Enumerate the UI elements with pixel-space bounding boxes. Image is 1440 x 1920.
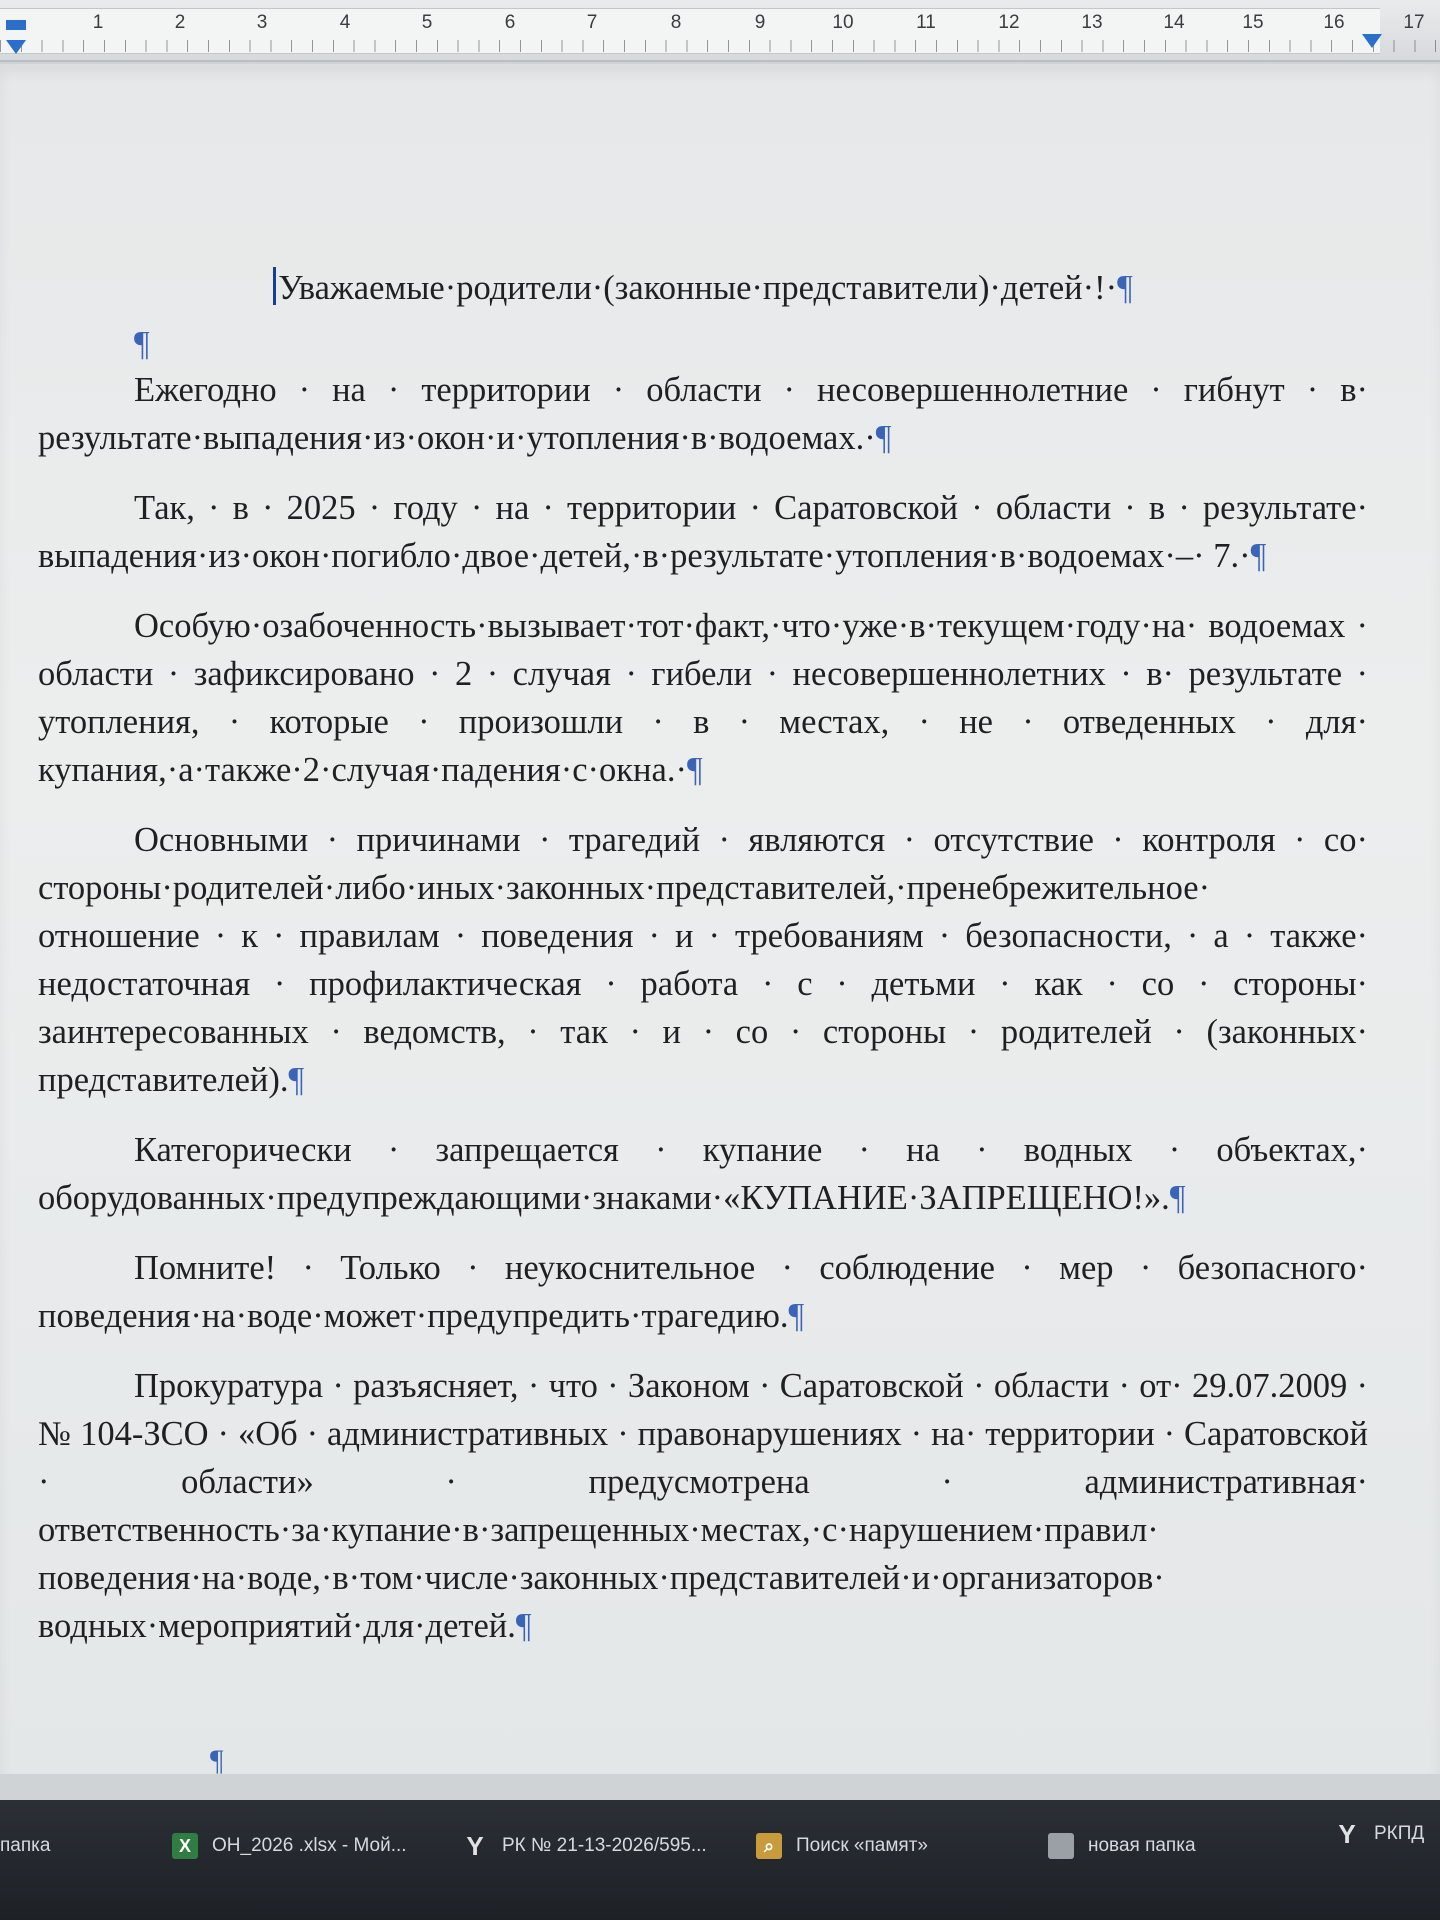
- paragraph-mark: ¶: [1169, 1179, 1186, 1217]
- taskbar-item-label: РКПД: [1374, 1823, 1425, 1844]
- ruler-ticks: [0, 40, 1440, 52]
- paragraph-4[interactable]: [38, 816, 1368, 1104]
- paragraph-mark: ¶: [1117, 269, 1133, 307]
- ruler-number: 11: [916, 12, 936, 33]
- ruler-number: 14: [1163, 12, 1185, 33]
- empty-paragraph[interactable]: [134, 320, 1368, 363]
- paragraph-3[interactable]: [38, 602, 1368, 794]
- ruler-number: 1: [92, 12, 104, 33]
- document-body[interactable]: [38, 264, 1368, 1672]
- taskbar-item-new-folder[interactable]: [1048, 1826, 1196, 1866]
- folder-icon: [1048, 1833, 1074, 1859]
- paragraph-6[interactable]: [38, 1244, 1368, 1340]
- paragraph-5[interactable]: [38, 1126, 1368, 1222]
- paragraph-text: Категорически · запрещается · купание · на · водных · объектах,· оборудованных·предупреждающими·знаками·«КУПАНИЕ·ЗАПРЕЩЕНО!».: [38, 1131, 1368, 1217]
- yandex-browser-icon: Y: [1338, 1818, 1356, 1849]
- taskbar-item-browser-2[interactable]: [1334, 1814, 1424, 1854]
- taskbar-item-folder[interactable]: [0, 1826, 50, 1866]
- horizontal-ruler[interactable]: [0, 0, 1440, 62]
- ruler-number: 5: [421, 12, 433, 33]
- taskbar-item-label: новая папка: [1088, 1835, 1196, 1856]
- paragraph-mark: ¶: [288, 1061, 305, 1099]
- taskbar-item-label: РК № 21-13-2026/595...: [502, 1835, 707, 1856]
- taskbar-item-label: ОН_2026 .xlsx - Мой...: [212, 1835, 407, 1856]
- ruler-number: 8: [670, 12, 682, 33]
- paragraph-text: Прокуратура · разъясняет, · что · Законом · Саратовской · области · от· 29.07.2009 · № 104-ЗСО · «Об · административных · правонарушениях · на· территории · Саратовской · области» · предусмотрена · административная· ответственность·за·купание·в·запрещенных·местах,·с·нарушением·правил· поведения·на·воде,·в·том·числе·законных·представителей·и·организаторов· водных·мероприятий·для·детей.: [38, 1367, 1368, 1645]
- ruler-number: 16: [1323, 12, 1345, 33]
- taskbar-item-browser[interactable]: [462, 1826, 707, 1866]
- taskbar-item-excel[interactable]: [172, 1826, 407, 1866]
- ruler-number: 4: [339, 12, 351, 33]
- paragraph-2[interactable]: [38, 484, 1368, 580]
- ruler-number: 7: [586, 12, 598, 33]
- document-title[interactable]: [38, 264, 1368, 312]
- paragraph-mark: ¶: [1250, 537, 1267, 575]
- trailing-paragraph-mark[interactable]: ¶: [210, 1744, 224, 1777]
- paragraph-mark: ¶: [788, 1297, 805, 1335]
- paragraph-mark: ¶: [515, 1607, 532, 1645]
- yandex-browser-icon: Y: [466, 1830, 484, 1861]
- ruler-number: 10: [832, 12, 854, 33]
- paragraph-text: Основными · причинами · трагедий · являются · отсутствие · контроля · со· стороны·родителей·либо·иных·законных·представителей,·пренебрежительное· отношение · к · правилам · поведения · и · требованиям · безопасности, · а · также· недостаточная · профилактическая · работа · с · детьми · как · со · стороны· заинтересованных · ведомств, · так · и · со · стороны · родителей · (законных· представителей).: [38, 821, 1368, 1099]
- paragraph-mark: ¶: [686, 751, 703, 789]
- ruler-numbers: [0, 8, 1440, 36]
- document-page[interactable]: [0, 64, 1440, 1777]
- taskbar-item-label: Поиск «памят»: [796, 1835, 928, 1856]
- ruler-number: 2: [174, 12, 186, 33]
- ruler-number: 12: [998, 12, 1020, 33]
- paragraph-7[interactable]: [38, 1362, 1368, 1650]
- ruler-number: 17: [1403, 12, 1425, 33]
- excel-icon: X: [172, 1833, 198, 1859]
- paragraph-mark: ¶: [134, 325, 150, 363]
- paragraph-text: Особую·озабоченность·вызывает·тот·факт,·что·уже·в·текущем·году·на· водоемах · области · зафиксировано · 2 · случая · гибели · несовершеннолетних · в· результате · утопления, · которые · произошли · в · местах, · не · отведенных · для· купания,·а·также·2·случая·падения·с·окна.·: [38, 607, 1368, 789]
- paragraph-mark: ¶: [875, 419, 892, 457]
- taskbar-item-label: папка: [0, 1835, 51, 1856]
- taskbar-item-search-folder[interactable]: [756, 1826, 928, 1866]
- title-text: Уважаемые·родители·(законные·представители)·детей·!·: [278, 269, 1118, 307]
- right-indent-marker[interactable]: [1362, 34, 1382, 48]
- left-indent-marker[interactable]: [6, 20, 26, 30]
- paragraph-text: Ежегодно · на · территории · области · несовершеннолетние · гибнут · в· результате·выпадения·из·окон·и·утопления·в·водоемах.·: [38, 371, 1368, 457]
- paragraph-text: Помните! · Только · неукоснительное · соблюдение · мер · безопасного· поведения·на·воде·может·предупредить·трагедию.: [38, 1249, 1368, 1335]
- folder-search-icon: ⌕: [756, 1833, 782, 1859]
- taskbar: [0, 1800, 1440, 1920]
- first-line-indent-marker[interactable]: [6, 40, 26, 54]
- paragraph-1[interactable]: [38, 366, 1368, 462]
- text-cursor: [273, 267, 276, 305]
- paragraph-text: Так, · в · 2025 · году · на · территории · Саратовской · области · в · результате· выпадения·из·окон·погибло·двое·детей,·в·результате·утопления·в·водоемах·–· 7.·: [38, 489, 1368, 575]
- ruler-number: 9: [754, 12, 766, 33]
- ruler-number: 6: [504, 12, 516, 33]
- ruler-number: 3: [256, 12, 268, 33]
- ruler-number: 15: [1242, 12, 1264, 33]
- ruler-number: 13: [1081, 12, 1103, 33]
